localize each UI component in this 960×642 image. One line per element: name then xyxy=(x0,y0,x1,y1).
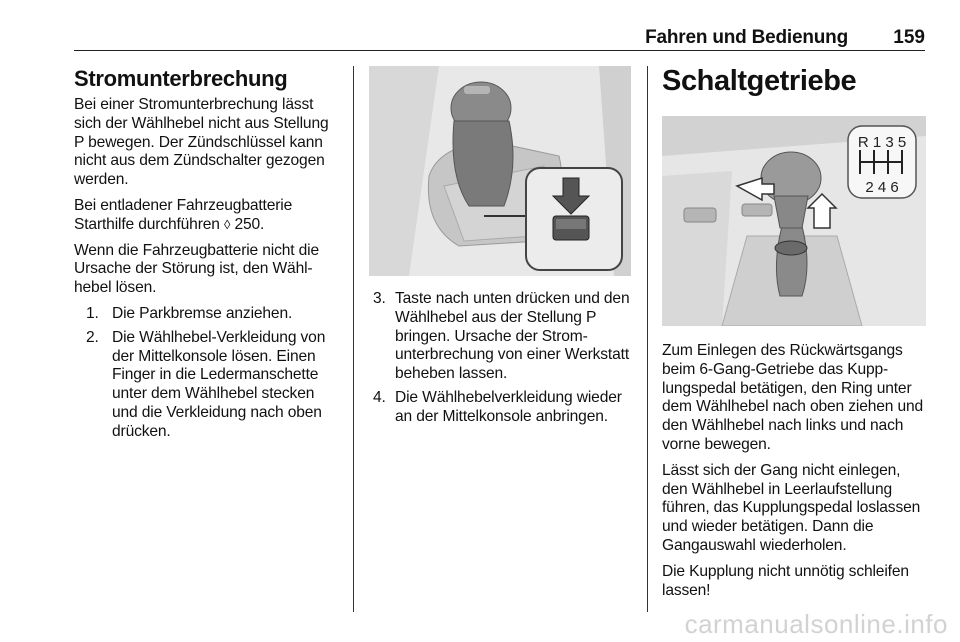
gearshift-drawing xyxy=(662,116,926,326)
list-item xyxy=(373,290,635,384)
step-number: 3. xyxy=(373,290,386,307)
gear-pattern-bottom-labels: 2 4 6 xyxy=(865,179,899,196)
cross-reference-link[interactable]: 250. xyxy=(234,215,265,233)
column-2 xyxy=(373,290,635,432)
step-list xyxy=(373,290,635,427)
header-rule xyxy=(74,50,925,51)
selector-lever-drawing xyxy=(369,66,631,276)
paragraph-text: Bei entladener Fahrzeugbatterie Starthilfe durchführen xyxy=(74,196,293,233)
paragraph: Wenn die Fahrzeugbatterie nicht die Ursache der Störung ist, den Wählhebel lösen. xyxy=(74,241,319,297)
list-item xyxy=(86,329,340,442)
section-heading-schaltgetriebe: Schaltgetriebe xyxy=(662,65,857,97)
running-header-title: Fahren und Bedienung xyxy=(645,27,848,48)
step-text: Die Parkbremse anziehen. xyxy=(112,304,293,322)
step-number: 2. xyxy=(86,328,99,346)
watermark-text: carmanualsonline.info xyxy=(684,609,948,639)
column-divider-2 xyxy=(647,66,648,612)
column-divider-1 xyxy=(353,66,354,612)
list-item xyxy=(86,305,340,324)
column-1 xyxy=(74,66,340,447)
step-number: 4. xyxy=(373,388,386,406)
paragraph-starthilfe xyxy=(74,197,340,235)
column-3-heading xyxy=(662,64,926,98)
step-text: Die Wählhebel-Verkleidung von der Mittelkonsole lösen. Einen Finger in die Ledermanschette unter dem Wählhebel stecken und die Verkleidung nach oben drücken. xyxy=(112,328,326,440)
paragraph: Lässt sich der Gang nicht einlegen, den Wählhebel in Leerlaufstellung führen, das Kupplungspedal loslassen und wieder betätigen. Dann die Gangauswahl wiederholen. xyxy=(662,461,921,554)
step-text: Taste nach unten drücken und den Wählhebel aus der Stellung P bringen. Ursache der Stromunterbrechung von einer Werkstatt beheben lassen. xyxy=(395,290,630,383)
cross-reference-icon: ◊ xyxy=(223,216,231,232)
illustration-manual-gearshift xyxy=(662,116,926,326)
step-number: 1. xyxy=(86,304,99,322)
step-list xyxy=(86,305,340,442)
list-item xyxy=(373,389,635,427)
step-text: Die Wählhebelverkleidung wieder an der Mittelkonsole anbringen. xyxy=(395,388,622,425)
paragraph: Bei einer Stromunterbrechung lässt sich der Wählhebel nicht aus Stellung P bewegen. Der Zündschlüssel kann nicht aus dem Zündschalter gezogen werden. xyxy=(74,96,329,189)
paragraph: Die Kupplung nicht unnötig schleifen lassen! xyxy=(662,562,909,599)
section-heading-stromunterbrechung: Stromunterbrechung xyxy=(74,66,288,91)
gear-pattern-top-labels: R 1 3 5 xyxy=(857,134,907,151)
page-number: 159 xyxy=(893,27,925,48)
illustration-selector-lever xyxy=(369,66,631,276)
column-3-text xyxy=(662,342,928,607)
paragraph: Zum Einlegen des Rückwärtsgangs beim 6-Gang-Getriebe das Kupplungspedal betätigen, den Ring unter dem Wählhebel nach oben ziehen und den Wählhebel nach links und nach vorne bewegen. xyxy=(662,342,924,453)
